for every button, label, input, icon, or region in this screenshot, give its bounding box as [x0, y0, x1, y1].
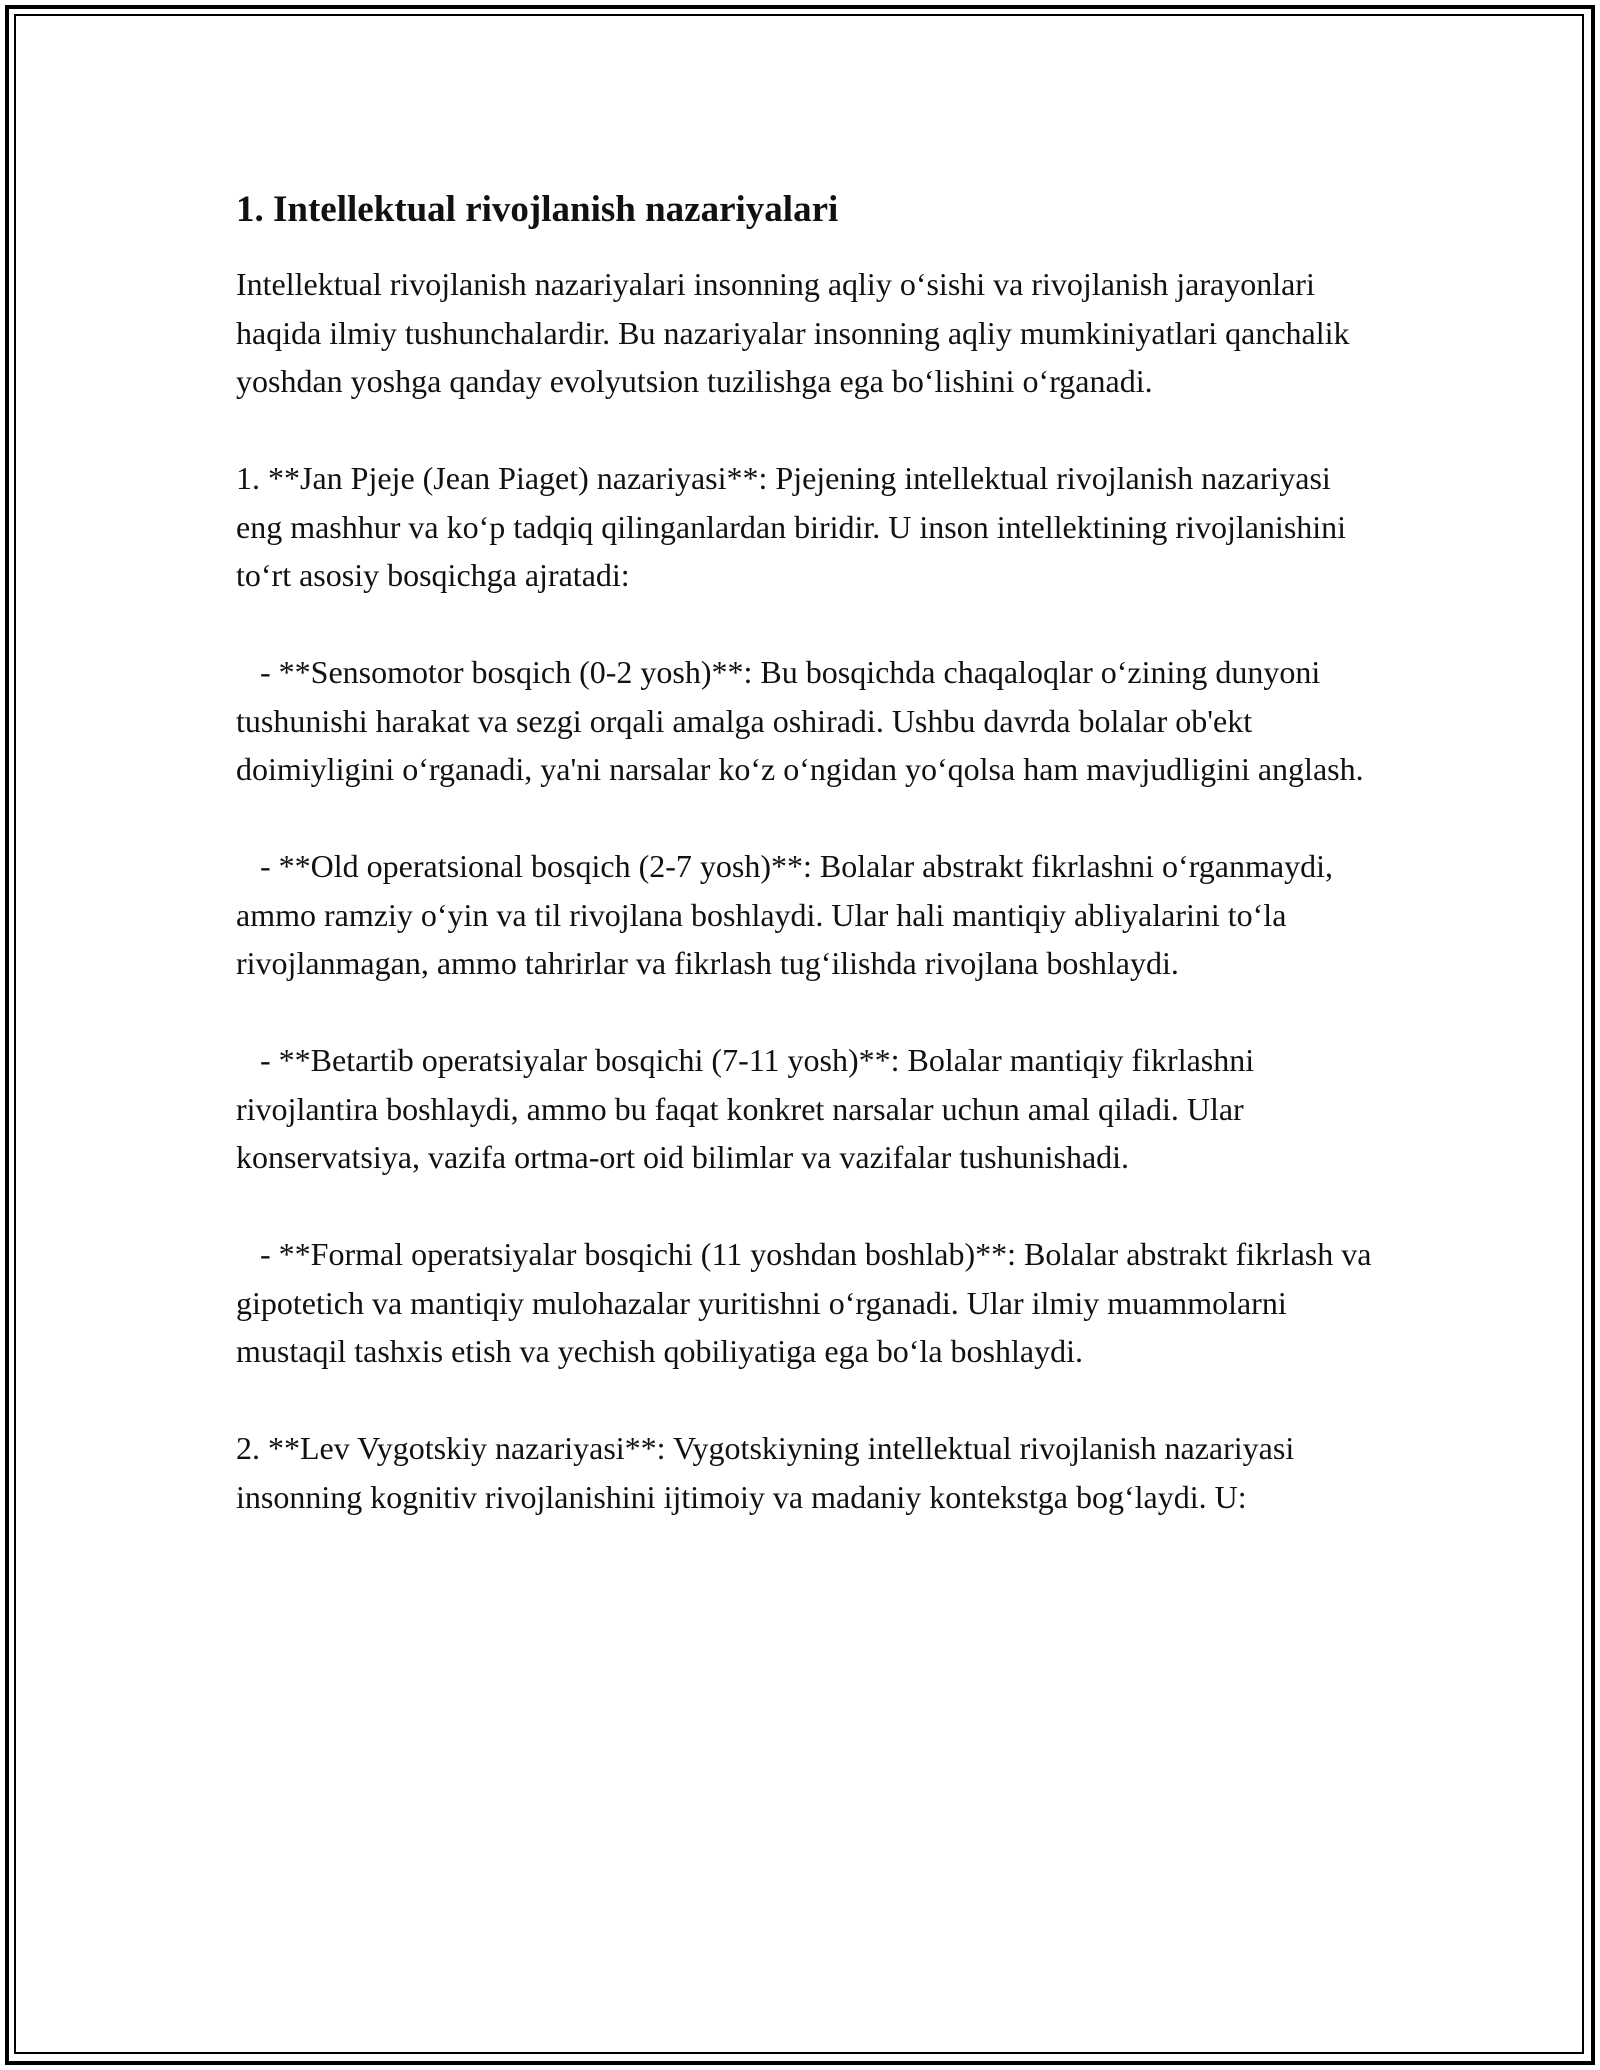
intro-paragraph: Intellektual rivojlanish nazariyalari insonning aqliy o‘sishi va rivojlanish jarayonlari haqida ilmiy tushunchalardir. Bu nazariyalar insonning aqliy mumkiniyatlari qanchalik yoshdan yoshga qanday evolyutsion tuzilishga ega bo‘lishini o‘rganadi. — [236, 266, 1358, 399]
document-body — [236, 186, 1380, 1570]
formal-operations-paragraph: - **Formal operatsiyalar bosqichi (11 yoshdan boshlab)**: Bolalar abstrakt fikrlash va gipotetich va mantiqiy mulohazalar yuritishni o‘rganadi. Ular ilmiy muammolarni mustaqil tashxis etish va yechish qobiliyatiga ega bo‘la boshlaydi. — [236, 1236, 1380, 1369]
piaget-theory-paragraph: 1. **Jan Pjeje (Jean Piaget) nazariyasi**: Pjejening intellektual rivojlanish nazariyasi eng mashhur va ko‘p tadqiq qilinganlardan biridir. U inson intellektining rivojlanishini to‘rt asosiy bosqichga ajratadi: — [236, 460, 1355, 593]
concrete-operations-paragraph: - **Betartib operatsiyalar bosqichi (7-11 yosh)**: Bolalar mantiqiy fikrlashni rivojlantira boshlaydi, ammo bu faqat konkret narsalar uchun amal qiladi. Ular konservatsiya, vazifa ortma-ort oid bilimlar va vazifalar tushunishadi. — [236, 1042, 1263, 1175]
preoperational-stage-paragraph: - **Old operatsional bosqich (2-7 yosh)**: Bolalar abstrakt fikrlashni o‘rganmaydi, ammo ramziy o‘yin va til rivojlana boshlaydi. Ular hali mantiqiy abliyalarini to‘la rivojlanmagan, ammo tahrirlar va fikrlash tug‘ilishda rivojlana boshlaydi. — [236, 848, 1341, 981]
sensorimotor-stage-paragraph: - **Sensomotor bosqich (0-2 yosh)**: Bu bosqichda chaqaloqlar o‘zining dunyoni tushunishi harakat va sezgi orqali amalga oshiradi. Ushbu davrda bolalar ob'ekt doimiyligini o‘rganadi, ya'ni narsalar ko‘z o‘ngidan yo‘qolsa ham mavjudligini anglash. — [236, 654, 1364, 787]
vygotsky-theory-paragraph: 2. **Lev Vygotskiy nazariyasi**: Vygotskiyning intellektual rivojlanish nazariyasi insonning kognitiv rivojlanishini ijtimoiy va madaniy kontekstga bog‘laydi. U: — [236, 1430, 1303, 1515]
section-heading: 1. Intellektual rivojlanish nazariyalari — [236, 189, 839, 230]
